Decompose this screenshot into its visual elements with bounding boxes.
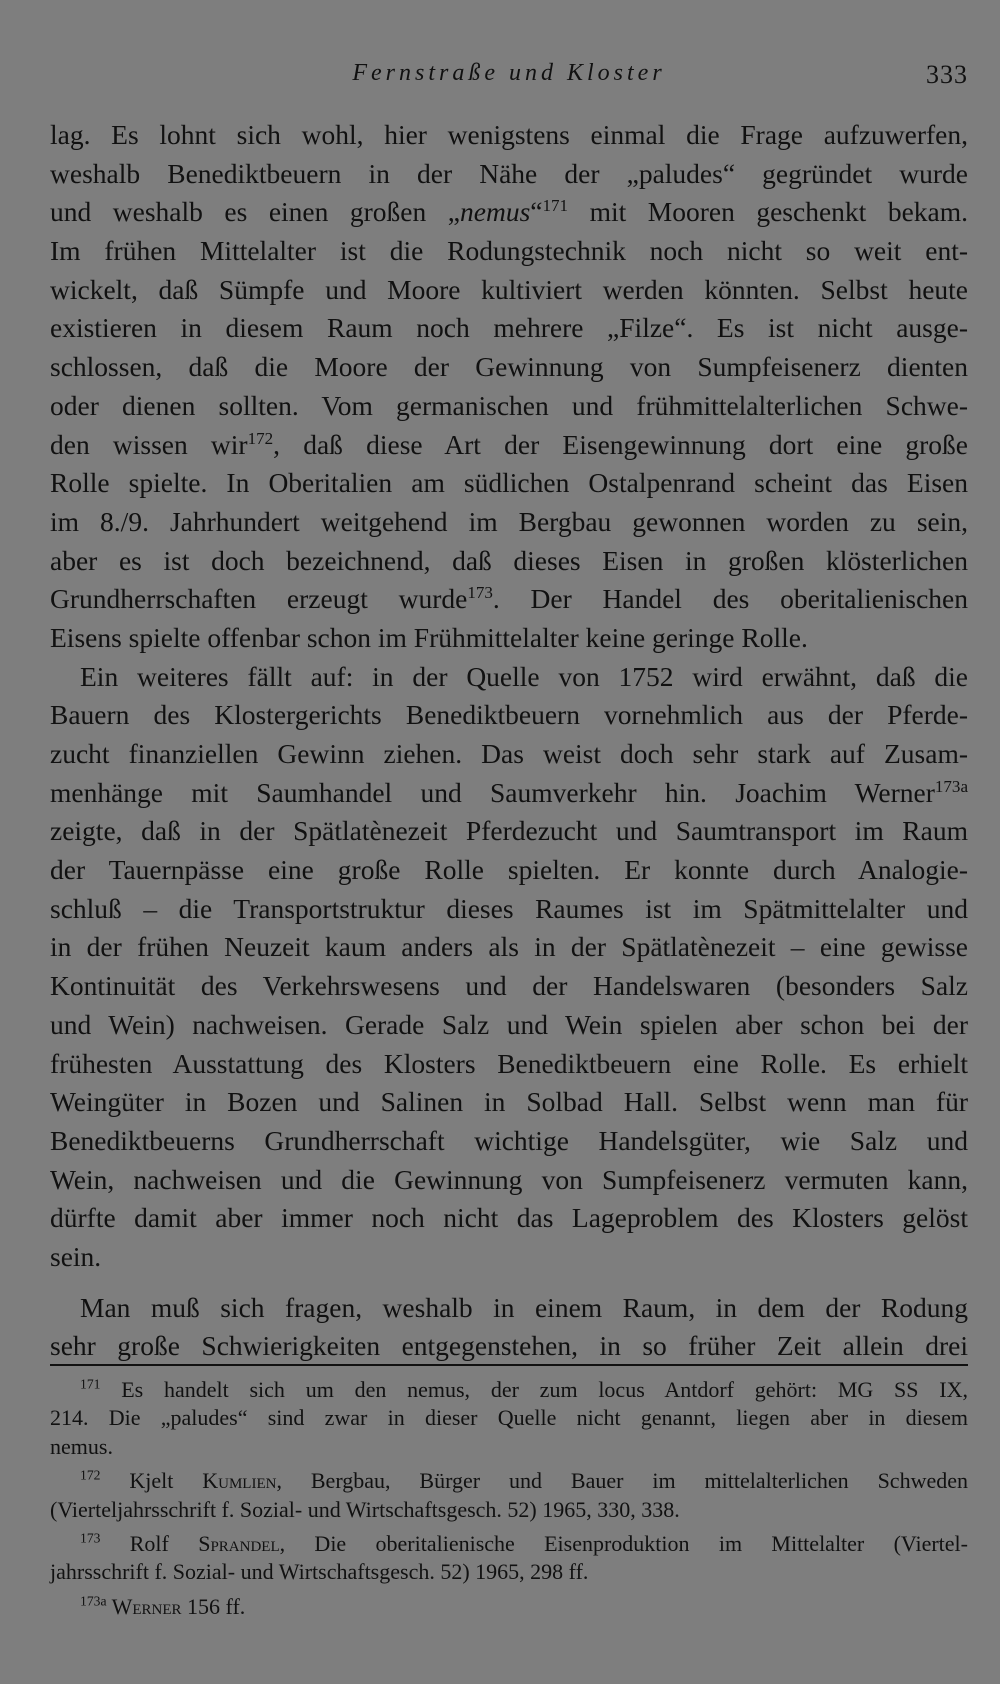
footnote-line: jahrsschrift f. Sozial- und Wirtschaftsgesch. 52) 1965, 298 ff. <box>50 1559 589 1585</box>
text-line: im 8./9. Jahrhundert weitgehend im Bergbau gewonnen worden zu sein, <box>50 505 968 537</box>
text-run: und weshalb es einen großen „ <box>50 196 460 228</box>
text-line: schlossen, daß die Moore der Gewinnung von Sumpfeisenerz dienten <box>50 351 968 383</box>
footnote-line: nemus. <box>50 1433 113 1459</box>
text-run: 156 ff. <box>181 1593 246 1619</box>
text-run: mit Mooren geschenkt bekam. <box>568 196 968 228</box>
text-line: Rolle spielte. In Oberitalien am südlichen Ostalpenrand scheint das Eisen <box>50 467 968 499</box>
text-run: Grundherrschaften erzeugt wurde <box>50 583 468 615</box>
footnotes <box>50 1376 968 1621</box>
text-line: dürfte damit aber immer noch nicht das Lageproblem des Klosters gelöst <box>50 1202 968 1234</box>
footnote-number: 173 <box>80 1530 101 1546</box>
text-line: Eisens spielte offenbar schon im Frühmittelalter keine geringe Rolle. <box>50 621 808 653</box>
footnote-line <box>50 1593 968 1621</box>
footnote-divider <box>50 1364 968 1366</box>
text-line: sein. <box>50 1240 102 1272</box>
text-run: menhänge mit Saumhandel und Saumverkehr hin. Joachim Werner <box>50 776 935 808</box>
text-run: “ <box>530 196 543 228</box>
footnote-line: 214. Die „paludes“ sind zwar in dieser Quelle nicht genannt, liegen aber in diesem <box>50 1405 968 1431</box>
footnote-ref: 172 <box>247 428 274 448</box>
italic-term: nemus <box>460 196 531 228</box>
text-run: , Bergbau, Bürger und Bauer im mittelalterlichen Schweden <box>276 1468 968 1494</box>
text-run: . Der Handel des oberitalienischen <box>492 583 968 615</box>
text-line: Ein weiteres fällt auf: in der Quelle von 1752 wird erwähnt, daß die <box>80 660 968 692</box>
footnote-ref: 173 <box>467 583 493 603</box>
text-run: Kjelt <box>100 1468 203 1494</box>
text-line: Weingüter in Bozen und Salinen in Solbad Hall. Selbst wenn man für <box>50 1086 968 1118</box>
footnote-line <box>50 1376 968 1404</box>
footnote-line <box>50 1467 968 1495</box>
text-run: Rolf <box>100 1530 199 1556</box>
main-text <box>50 116 968 1366</box>
footnote-ref: 173a <box>934 776 968 796</box>
text-run: den wissen wir <box>50 428 248 460</box>
text-line: zeigte, daß in der Spätlatènezeit Pferdezucht und Saumtransport im Raum <box>50 815 968 847</box>
footnote-number: 172 <box>80 1467 101 1483</box>
text-line: Im frühen Mittelalter ist die Rodungstechnik noch nicht so weit ent- <box>50 235 968 267</box>
text-line: Wein, nachweisen und die Gewinnung von Sumpfeisenerz vermuten kann, <box>50 1163 968 1195</box>
author-name: Werner <box>106 1593 182 1619</box>
text-line <box>50 774 968 813</box>
text-line: frühesten Ausstattung des Klosters Benediktbeuern eine Rolle. Es erhielt <box>50 1047 968 1079</box>
text-line: zucht finanziellen Gewinn ziehen. Das weist doch sehr stark auf Zusam- <box>50 738 968 769</box>
text-line: aber es ist doch bezeichnend, daß dieses Eisen in großen klösterlichen <box>50 544 968 576</box>
text-line: lag. Es lohnt sich wohl, hier wenigstens einmal die Frage aufzuwerfen, <box>50 119 968 150</box>
text-line: oder dienen sollten. Vom germanischen und frühmittelalterlichen Schwe- <box>50 389 968 421</box>
author-name: Sprandel <box>198 1530 280 1556</box>
text-line: Kontinuität des Verkehrswesens und der Handelswaren (besonders Salz <box>50 970 968 1002</box>
text-line: Bauern des Klostergerichts Benediktbeuern vornehmlich aus der Pferde- <box>50 699 968 731</box>
footnote-number: 171 <box>80 1376 101 1392</box>
text-line: und Wein) nachweisen. Gerade Salz und Wein spielen aber schon bei der <box>50 1008 968 1040</box>
footnote-number: 173a <box>80 1593 107 1609</box>
text-line <box>50 426 968 465</box>
page-header <box>50 60 968 96</box>
text-run: , Die oberitalienische Eisenproduktion im Mittelalter (Viertel- <box>279 1530 968 1556</box>
text-line: wickelt, daß Sümpfe und Moore kultiviert werden könnten. Selbst heute <box>50 273 968 305</box>
text-line: der Tauernpässe eine große Rolle spielten. Er konnte durch Analogie- <box>50 854 968 886</box>
footnote-line: (Vierteljahrsschrift f. Sozial- und Wirtschaftsgesch. 52) 1965, 330, 338. <box>50 1496 680 1522</box>
text-line <box>50 193 968 232</box>
text-run: Es handelt sich um den nemus, der zum locus Antdorf gehört: MG SS IX, <box>100 1377 968 1402</box>
text-line <box>50 580 968 619</box>
page-number: 333 <box>926 60 968 89</box>
text-line: sehr große Schwierigkeiten entgegenstehen, in so früher Zeit allein drei <box>50 1330 968 1362</box>
text-line: existieren in diesem Raum noch mehrere „Filze“. Es ist nicht ausge- <box>50 312 968 344</box>
text-line: schluß – die Transportstruktur dieses Raumes ist im Spätmittelalter und <box>50 892 968 924</box>
text-line: Benediktbeuerns Grundherrschaft wichtige Handelsgüter, wie Salz und <box>50 1124 968 1156</box>
footnote-line <box>50 1530 968 1558</box>
text-run: , daß diese Art der Eisengewinnung dort eine große <box>273 428 968 460</box>
text-line: in der frühen Neuzeit kaum anders als in der Spätlatènezeit – eine gewisse <box>50 931 968 963</box>
footnote-ref: 171 <box>542 196 569 216</box>
running-title: Fernstraße und Kloster <box>352 60 666 86</box>
text-line: weshalb Benediktbeuern in der Nähe der „paludes“ gegründet wurde <box>50 157 968 189</box>
text-line: Man muß sich fragen, weshalb in einem Raum, in dem der Rodung <box>80 1291 968 1323</box>
author-name: Kumlien <box>202 1468 277 1494</box>
